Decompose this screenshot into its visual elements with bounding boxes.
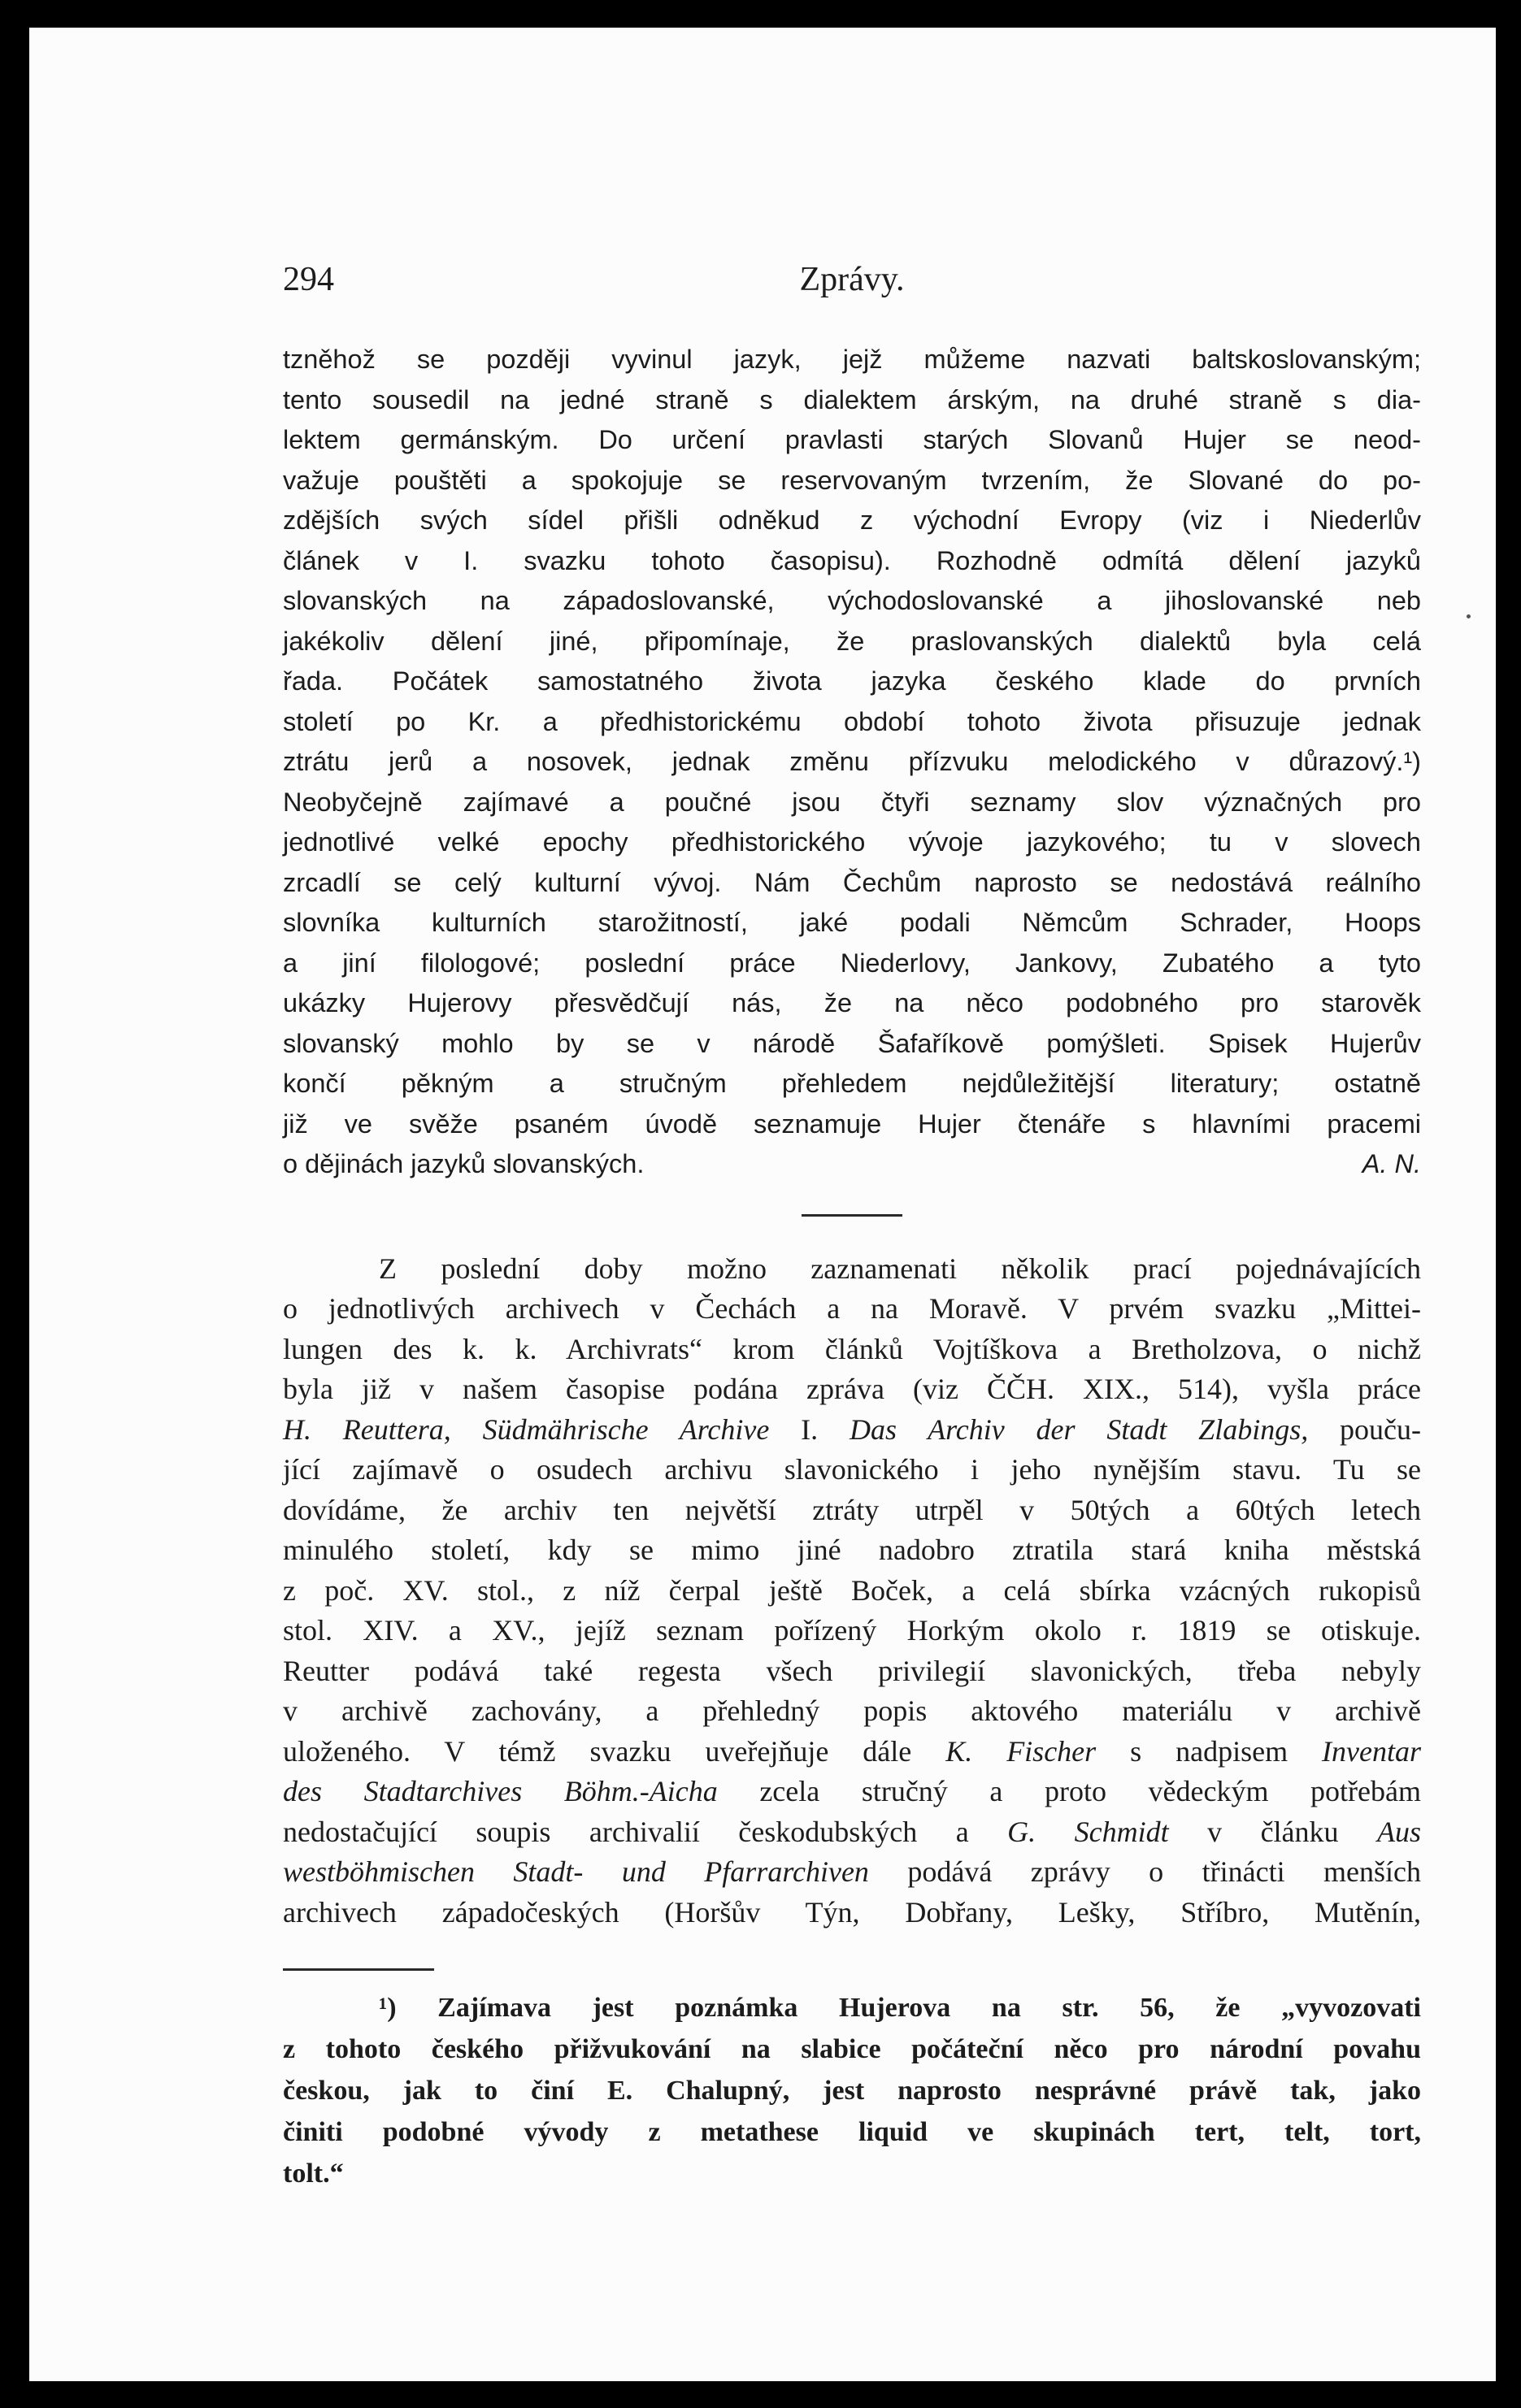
running-header: [283, 255, 1421, 304]
text-line: Neobyčejně zajímavé a poučné jsou čtyři seznamy slov význačných pro: [283, 787, 1421, 817]
text-line: slovanský mohlo by se v národě Šafaříkově pomýšleti. Spisek Hujerův: [283, 1028, 1421, 1058]
running-title: Zprávy.: [799, 261, 905, 298]
text-line: řada. Počátek samostatného života jazyka českého klade do prvních: [283, 666, 1421, 696]
text-line: jakékoliv dělení jiné, připomínaje, že praslovanských dialektů byla celá: [283, 626, 1421, 656]
italic-title: H. Reuttera, Südmährische Archive: [283, 1412, 770, 1446]
text-line: zrcadlí se celý kulturní vývoj. Nám Čechům naprosto se nedostává reálního: [283, 867, 1421, 897]
footnote-line: činiti podobné vývody z metathese liquid ve skupinách tert, telt, tort,: [283, 2117, 1421, 2147]
text-line: jednotlivé velké epochy předhistorického vývoje jazykového; tu v slovech: [283, 827, 1421, 857]
text-line: archivech západočeských (Horšův Týn, Dobřany, Lešky, Stříbro, Mutěnín,: [283, 1895, 1421, 1929]
text-line: minulého století, kdy se mimo jiné nadobro ztratila stará kniha městská: [283, 1534, 1421, 1566]
author-signature: A. N.: [1362, 1149, 1421, 1178]
text-line: [283, 1812, 1421, 1853]
text-line: [283, 1732, 1421, 1772]
italic-author: G. Schmidt: [1007, 1815, 1169, 1848]
text-span: pouču-: [1308, 1412, 1421, 1446]
text-line: článek v I. svazku tohoto časopisu). Rozhodně odmítá dělení jazyků: [283, 545, 1421, 575]
text-span: Zajímava jest poznámka Hujerova na str. 56, že „vyvozovati: [437, 1993, 1421, 2023]
text-span: podává zprávy o třinácti menších: [868, 1855, 1421, 1888]
text-line: století po Kr. a předhistorickému období tohoto života přisuzuje jednak: [283, 706, 1421, 736]
text-line: slovníka kulturních starožitností, jaké podali Němcům Schrader, Hoops: [283, 908, 1421, 937]
text-line: v archivě zachovány, a přehledný popis aktového materiálu v archivě: [283, 1694, 1421, 1727]
footnote-rule: [283, 1968, 434, 1971]
text-line: [283, 1410, 1421, 1451]
text-line: slovanských na západoslovanské, východoslovanské a jihoslovanské neb: [283, 586, 1421, 615]
text-line: [283, 1852, 1421, 1893]
footnote-line: [283, 1987, 1421, 2028]
text-line: ztrátu jerů a nosovek, jednak změnu přízvuku melodického v důrazový.¹): [283, 747, 1421, 776]
text-line: tzněhož se později vyvinul jazyk, jejž můžeme nazvati baltskoslovanským;: [283, 345, 1421, 374]
text-line: o dějinách jazyků slovanských.: [283, 1149, 645, 1178]
italic-title: des Stadtarchives Böhm.-Aicha: [283, 1775, 718, 1807]
text-span: zcela stručný a proto vědeckým potřebám: [717, 1775, 1421, 1807]
page-content: [283, 255, 1421, 2194]
text-span: uloženého. V témž svazku uveřejňuje dále: [283, 1734, 946, 1768]
page-number: 294: [283, 261, 334, 298]
text-line: a jiní filologové; poslední práce Niederlovy, Jankovy, Zubatého a tyto: [283, 948, 1421, 978]
footnote: [283, 1987, 1421, 2194]
text-line: končí pěkným a stručným přehledem nejdůležitější literatury; ostatně: [283, 1069, 1421, 1098]
review-block: [283, 340, 1421, 1185]
text-line: dovídáme, že archiv ten největší ztráty utrpěl v 50tých a 60tých letech: [283, 1493, 1421, 1526]
text-span: I.: [769, 1412, 850, 1446]
page-sheet: [29, 28, 1496, 2381]
italic-title: westböhmischen Stadt- und Pfarrarchiven: [283, 1855, 869, 1888]
footnote-line: z tohoto českého přižvukování na slabice počáteční něco pro národní povahu: [283, 2034, 1421, 2064]
text-line: Z poslední doby možno zaznamenati několik prací pojednávajících: [379, 1252, 1421, 1285]
text-line: lektem germánským. Do určení pravlasti starých Slovanů Hujer se neod-: [283, 425, 1421, 454]
margin-speck: [1467, 614, 1471, 618]
footnote-line: českou, jak to činí E. Chalupný, jest naprosto nesprávné právě tak, jako: [283, 2076, 1421, 2106]
text-line: zdějších svých sídel přišli odněkud z východní Evropy (viz i Niederlův: [283, 505, 1421, 535]
text-line: važuje pouštěti a spokojuje se reservovaným tvrzením, že Slované do po-: [283, 465, 1421, 495]
italic-author: K. Fischer: [945, 1734, 1097, 1768]
text-span: s nadpisem: [1096, 1734, 1323, 1768]
text-line: [283, 1772, 1421, 1812]
text-line: jící zajímavě o osudech archivu slavonického i jeho nynějším stavu. Tu se: [283, 1453, 1421, 1486]
text-line: o jednotlivých archivech v Čechách a na Moravě. V prvém svazku „Mittei-: [283, 1292, 1421, 1325]
text-line: lungen des k. k. Archivrats“ krom článků Vojtíškova a Bretholzova, o nichž: [283, 1332, 1421, 1365]
section-divider: [802, 1214, 902, 1217]
text-line: Reutter podává také regesta všech privilegií slavonických, třeba nebyly: [283, 1654, 1421, 1687]
text-line: tento sousedil na jedné straně s dialektem árským, na druhé straně s dia-: [283, 384, 1421, 414]
text-span: v článku: [1168, 1815, 1377, 1848]
text-line: byla již v našem časopise podána zpráva (viz ČČH. XIX., 514), vyšla práce: [283, 1373, 1421, 1405]
signature-line: [283, 1144, 1421, 1185]
text-line: stol. XIV. a XV., jejíž seznam pořízený Horkým okolo r. 1819 se otiskuje.: [283, 1614, 1421, 1647]
text-line: již ve svěže psaném úvodě seznamuje Hujer čtenáře s hlavními pracemi: [283, 1109, 1421, 1139]
text-line: z poč. XV. stol., z níž čerpal ještě Boček, a celá sbírka vzácných rukopisů: [283, 1573, 1421, 1607]
archive-block: [283, 1249, 1421, 1933]
italic-title: Inventar: [1322, 1734, 1422, 1768]
italic-title: Das Archiv der Stadt Zlabings,: [849, 1412, 1309, 1446]
text-span: nedostačující soupis archivalií českodubských a: [283, 1815, 1008, 1848]
italic-title: Aus: [1377, 1815, 1421, 1848]
text-line: ukázky Hujerovy přesvědčují nás, že na něco podobného pro starověk: [283, 988, 1421, 1017]
footnote-line: tolt.“: [283, 2159, 344, 2189]
footnote-marker: ¹): [379, 1993, 397, 2023]
